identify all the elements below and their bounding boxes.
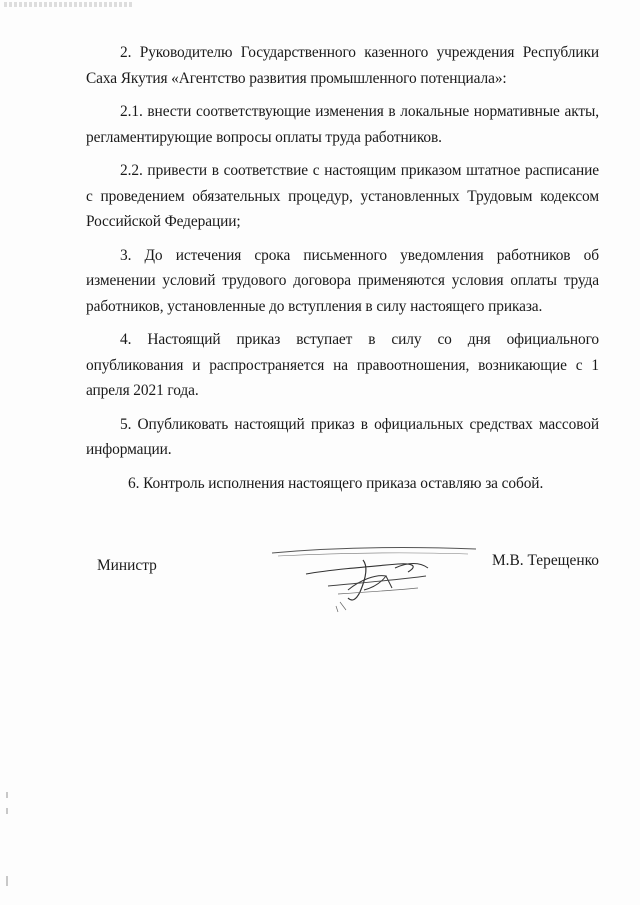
paragraph-2-1: 2.1. внести соответствующие изменения в локальные нормативные акты, регламентирующие вопросы оплаты труда работников.	[86, 103, 599, 146]
paragraph-6: 6. Контроль исполнения настоящего приказа оставляю за собой.	[128, 474, 544, 492]
signature-block	[0, 540, 640, 620]
paragraph-5: 5. Опубликовать настоящий приказ в официальных средствах массовой информации.	[86, 415, 599, 458]
handwritten-signature	[268, 540, 480, 615]
document-body	[86, 40, 599, 504]
signatory-name: М.В. Терещенко	[492, 552, 599, 569]
paragraph-2-2: 2.2. привести в соответствие с настоящим приказом штатное расписание с проведением обязательных процедур, установленных Трудовым кодексом Российской Федерации;	[86, 162, 599, 230]
paragraph-2: 2. Руководителю Государственного казенного учреждения Республики Саха Якутия «Агентство развития промышленного потенциала»:	[86, 44, 599, 87]
scan-edge-mark	[6, 876, 8, 886]
scan-edge-mark	[6, 792, 8, 798]
scan-artifact	[4, 2, 134, 7]
paragraph-4: 4. Настоящий приказ вступает в силу со дня официального опубликования и распространяется на правоотношения, возникающие с 1 апреля 2021 года.	[86, 331, 599, 399]
scan-edge-mark	[6, 808, 8, 814]
signatory-title: Министр	[97, 557, 157, 574]
paragraph-3: 3. До истечения срока письменного уведомления работников об изменении условий трудового договора применяются условия оплаты труда работников, установленные до вступления в силу настоящего приказа.	[86, 246, 599, 315]
